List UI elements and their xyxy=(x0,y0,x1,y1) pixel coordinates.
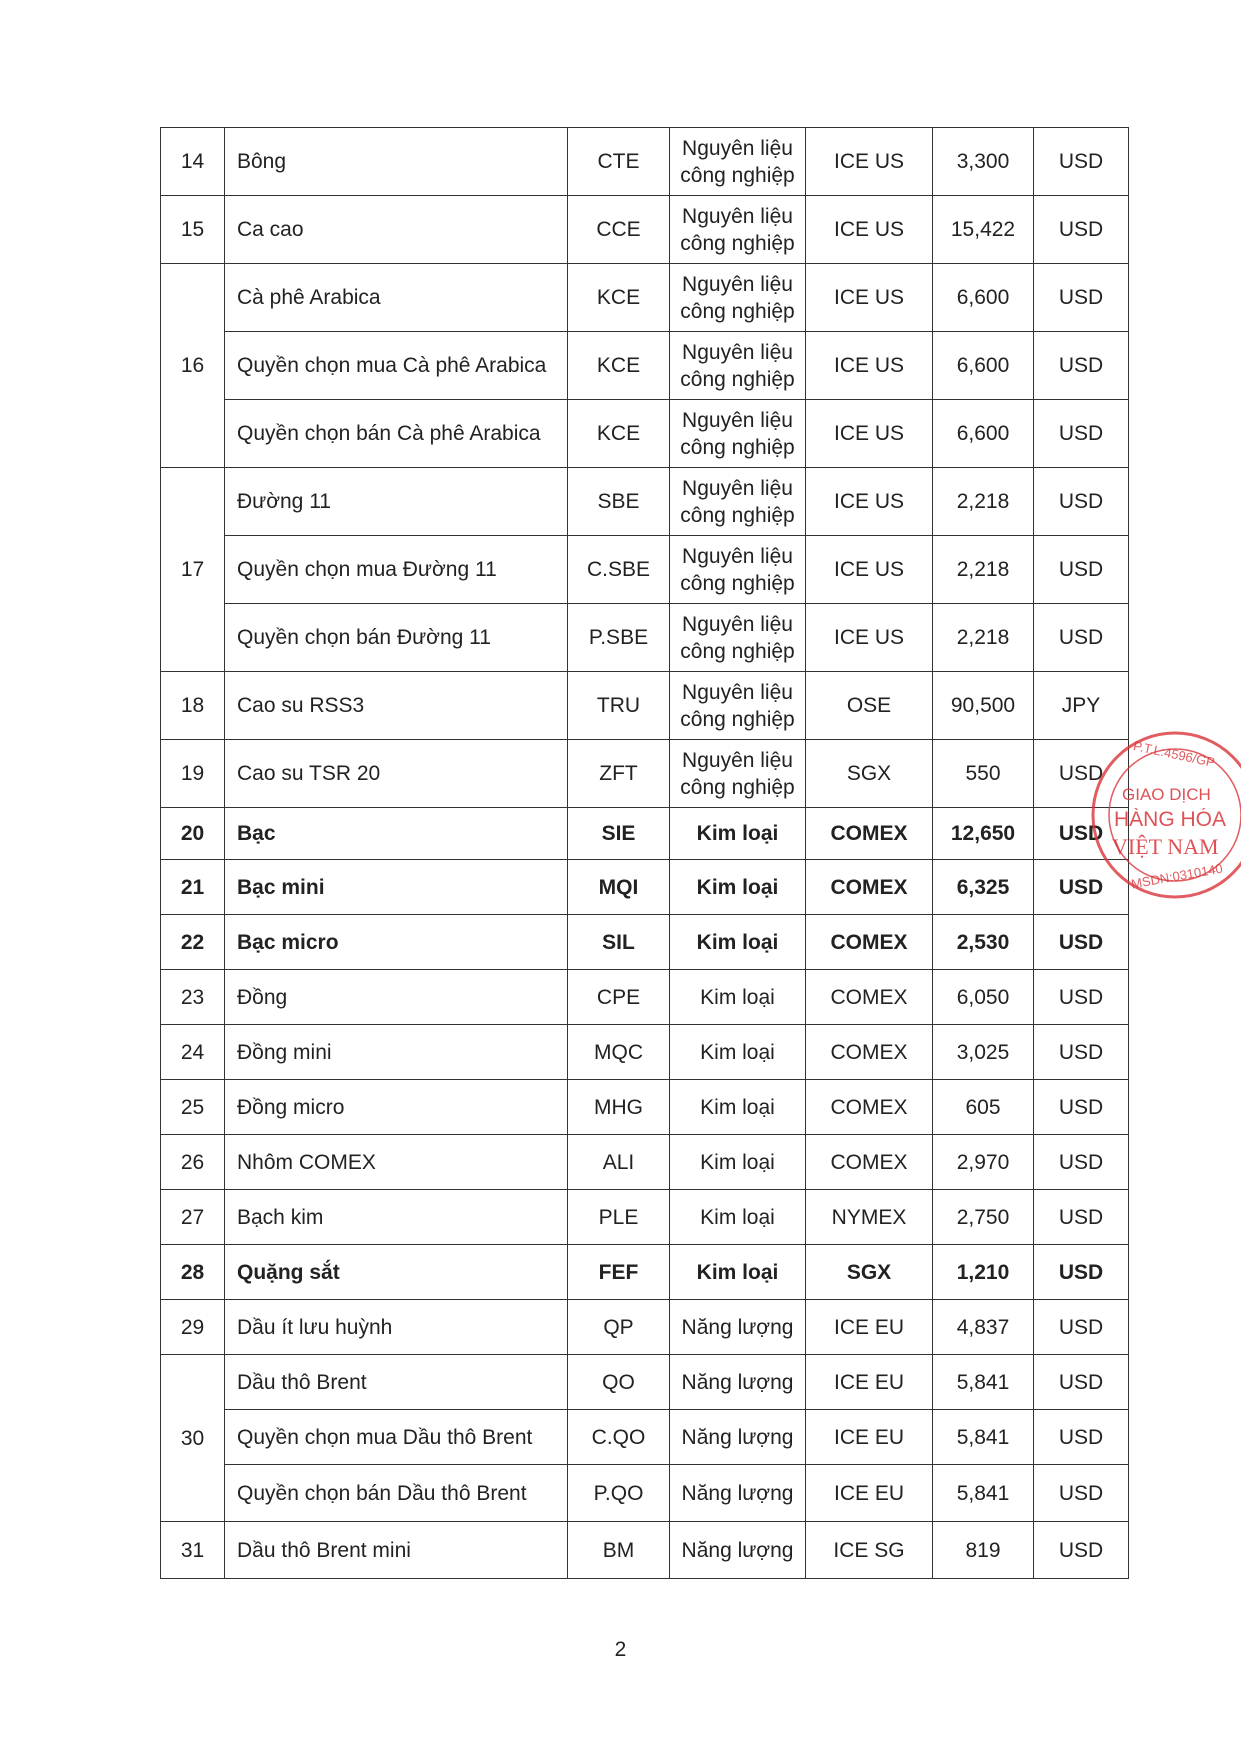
commodity-name-cell: Quyền chọn bán Đường 11 xyxy=(225,604,568,672)
exchange-cell: COMEX xyxy=(806,808,933,860)
currency-cell: USD xyxy=(1034,1135,1129,1190)
currency-cell: USD xyxy=(1034,808,1129,860)
commodity-group-cell xyxy=(670,128,806,196)
exchange-cell: COMEX xyxy=(806,860,933,915)
margin-cell: 6,600 xyxy=(933,264,1034,332)
commodity-group-line: Nguyên liệu xyxy=(682,136,793,160)
exchange-cell: COMEX xyxy=(806,1025,933,1080)
currency-cell: USD xyxy=(1034,400,1129,468)
commodity-name-cell: Dầu thô Brent xyxy=(225,1355,568,1410)
exchange-cell: SGX xyxy=(806,1245,933,1300)
commodity-name-cell: Bạc mini xyxy=(225,860,568,915)
commodity-code-cell: FEF xyxy=(568,1245,670,1300)
commodity-code-cell: BM xyxy=(568,1522,670,1579)
exchange-cell: ICE US xyxy=(806,332,933,400)
commodity-code-cell: MQC xyxy=(568,1025,670,1080)
commodity-group-line: Nguyên liệu xyxy=(682,408,793,432)
commodity-group-line: Năng lượng xyxy=(681,1481,794,1505)
svg-text:HÀNG HÓA: HÀNG HÓA xyxy=(1114,808,1227,831)
currency-cell: USD xyxy=(1034,1522,1129,1579)
row-number-cell: 17 xyxy=(161,468,225,672)
table-row xyxy=(161,1300,1129,1355)
commodity-code-cell: PLE xyxy=(568,1190,670,1245)
commodity-name-cell: Cao su TSR 20 xyxy=(225,740,568,808)
exchange-cell: COMEX xyxy=(806,1135,933,1190)
commodity-group-line: Kim loại xyxy=(696,930,779,954)
commodity-code-cell: P.SBE xyxy=(568,604,670,672)
commodity-name-cell: Bạch kim xyxy=(225,1190,568,1245)
exchange-cell: COMEX xyxy=(806,970,933,1025)
commodity-group-line: công nghiệp xyxy=(680,707,795,731)
commodity-code-cell: SIL xyxy=(568,915,670,970)
table-row xyxy=(161,604,1129,672)
table-row xyxy=(161,1355,1129,1410)
commodity-group-line: Kim loại xyxy=(696,1260,779,1284)
table-row xyxy=(161,1245,1129,1300)
row-number-cell: 26 xyxy=(161,1135,225,1190)
commodity-group-line: Nguyên liệu xyxy=(682,204,793,228)
table-row xyxy=(161,740,1129,808)
commodity-group-line: Năng lượng xyxy=(681,1315,794,1339)
commodity-group-line: công nghiệp xyxy=(680,231,795,255)
row-number-cell: 27 xyxy=(161,1190,225,1245)
margin-cell: 550 xyxy=(933,740,1034,808)
table-row xyxy=(161,1135,1129,1190)
commodity-code-cell: CPE xyxy=(568,970,670,1025)
commodity-name-cell: Ca cao xyxy=(225,196,568,264)
commodity-code-cell: KCE xyxy=(568,400,670,468)
commodity-group-line: công nghiệp xyxy=(680,299,795,323)
currency-cell: USD xyxy=(1034,915,1129,970)
commodity-group-cell xyxy=(670,672,806,740)
table-row xyxy=(161,196,1129,264)
exchange-cell: ICE US xyxy=(806,196,933,264)
row-number-cell: 15 xyxy=(161,196,225,264)
commodity-name-cell: Quyền chọn bán Cà phê Arabica xyxy=(225,400,568,468)
commodity-name-cell: Bông xyxy=(225,128,568,196)
commodity-name-cell: Đồng micro xyxy=(225,1080,568,1135)
commodity-group-cell xyxy=(670,808,806,860)
margin-cell: 819 xyxy=(933,1522,1034,1579)
page-number: 2 xyxy=(614,1638,627,1661)
commodity-group-line: Kim loại xyxy=(700,1150,775,1174)
commodity-name-cell: Dầu ít lưu huỳnh xyxy=(225,1300,568,1355)
currency-cell: USD xyxy=(1034,1355,1129,1410)
table-row xyxy=(161,1465,1129,1522)
table-row xyxy=(161,1080,1129,1135)
commodity-code-cell: C.QO xyxy=(568,1410,670,1465)
margin-cell: 1,210 xyxy=(933,1245,1034,1300)
commodity-group-line: công nghiệp xyxy=(680,639,795,663)
svg-text:VIỆT NAM: VIỆT NAM xyxy=(1112,834,1219,859)
table-row xyxy=(161,1190,1129,1245)
commodity-group-cell xyxy=(670,1190,806,1245)
commodity-group-line: Năng lượng xyxy=(681,1538,794,1562)
commodity-name-cell: Quặng sắt xyxy=(225,1245,568,1300)
currency-cell: USD xyxy=(1034,468,1129,536)
margin-cell: 6,600 xyxy=(933,400,1034,468)
commodity-group-line: công nghiệp xyxy=(680,163,795,187)
currency-cell: USD xyxy=(1034,1080,1129,1135)
margin-cell: 5,841 xyxy=(933,1410,1034,1465)
commodity-group-line: Năng lượng xyxy=(681,1425,794,1449)
currency-cell: USD xyxy=(1034,332,1129,400)
commodity-name-cell: Đồng xyxy=(225,970,568,1025)
commodity-group-line: Kim loại xyxy=(700,1040,775,1064)
margin-cell: 2,218 xyxy=(933,468,1034,536)
commodity-group-cell xyxy=(670,468,806,536)
commodity-group-cell xyxy=(670,1080,806,1135)
margin-cell: 5,841 xyxy=(933,1355,1034,1410)
commodity-name-cell: Bạc xyxy=(225,808,568,860)
table-row xyxy=(161,128,1129,196)
currency-cell: USD xyxy=(1034,1465,1129,1522)
commodity-group-line: Nguyên liệu xyxy=(682,748,793,772)
commodity-name-cell: Nhôm COMEX xyxy=(225,1135,568,1190)
margin-cell: 2,218 xyxy=(933,536,1034,604)
commodity-group-line: công nghiệp xyxy=(680,435,795,459)
commodity-code-cell: ZFT xyxy=(568,740,670,808)
commodity-name-cell: Cà phê Arabica xyxy=(225,264,568,332)
commodity-group-line: Kim loại xyxy=(700,985,775,1009)
commodity-group-cell xyxy=(670,332,806,400)
commodity-group-cell xyxy=(670,1025,806,1080)
commodity-name-cell: Bạc micro xyxy=(225,915,568,970)
commodity-group-line: công nghiệp xyxy=(680,571,795,595)
exchange-cell: ICE EU xyxy=(806,1410,933,1465)
row-number-cell: 31 xyxy=(161,1522,225,1579)
commodity-name-cell: Đường 11 xyxy=(225,468,568,536)
margin-cell: 6,325 xyxy=(933,860,1034,915)
row-number-cell: 23 xyxy=(161,970,225,1025)
commodity-group-cell xyxy=(670,400,806,468)
row-number-cell: 21 xyxy=(161,860,225,915)
exchange-cell: OSE xyxy=(806,672,933,740)
svg-text:GIAO DỊCH: GIAO DỊCH xyxy=(1122,785,1211,804)
table-row xyxy=(161,536,1129,604)
row-number-cell: 30 xyxy=(161,1355,225,1522)
exchange-cell: NYMEX xyxy=(806,1190,933,1245)
exchange-cell: ICE US xyxy=(806,536,933,604)
exchange-cell: ICE SG xyxy=(806,1522,933,1579)
commodity-group-cell xyxy=(670,1300,806,1355)
commodity-group-cell xyxy=(670,740,806,808)
row-number-cell: 25 xyxy=(161,1080,225,1135)
commodity-code-cell: CTE xyxy=(568,128,670,196)
commodity-margin-table xyxy=(160,127,1129,1579)
commodity-name-cell: Quyền chọn bán Dầu thô Brent xyxy=(225,1465,568,1522)
commodity-code-cell: P.QO xyxy=(568,1465,670,1522)
commodity-group-cell xyxy=(670,1355,806,1410)
commodity-code-cell: MHG xyxy=(568,1080,670,1135)
table-row xyxy=(161,915,1129,970)
currency-cell: USD xyxy=(1034,264,1129,332)
commodity-group-cell xyxy=(670,860,806,915)
commodity-name-cell: Cao su RSS3 xyxy=(225,672,568,740)
commodity-name-cell: Dầu thô Brent mini xyxy=(225,1522,568,1579)
row-number-cell: 28 xyxy=(161,1245,225,1300)
commodity-group-cell xyxy=(670,1135,806,1190)
margin-cell: 15,422 xyxy=(933,196,1034,264)
commodity-group-cell xyxy=(670,196,806,264)
commodity-group-line: Kim loại xyxy=(696,822,779,845)
commodity-group-line: Nguyên liệu xyxy=(682,612,793,636)
exchange-cell: COMEX xyxy=(806,1080,933,1135)
table-row xyxy=(161,970,1129,1025)
exchange-cell: ICE EU xyxy=(806,1465,933,1522)
commodity-group-cell xyxy=(670,1465,806,1522)
table-row xyxy=(161,1522,1129,1579)
commodity-group-line: Nguyên liệu xyxy=(682,272,793,296)
commodity-group-cell xyxy=(670,1245,806,1300)
commodity-name-cell: Quyền chọn mua Cà phê Arabica xyxy=(225,332,568,400)
commodity-group-cell xyxy=(670,536,806,604)
commodity-code-cell: KCE xyxy=(568,332,670,400)
commodity-code-cell: KCE xyxy=(568,264,670,332)
currency-cell: JPY xyxy=(1034,672,1129,740)
margin-cell: 6,050 xyxy=(933,970,1034,1025)
currency-cell: USD xyxy=(1034,1025,1129,1080)
commodity-group-line: Nguyên liệu xyxy=(682,476,793,500)
commodity-code-cell: TRU xyxy=(568,672,670,740)
commodity-code-cell: QP xyxy=(568,1300,670,1355)
currency-cell: USD xyxy=(1034,1190,1129,1245)
commodity-code-cell: ALI xyxy=(568,1135,670,1190)
currency-cell: USD xyxy=(1034,196,1129,264)
table-row xyxy=(161,468,1129,536)
commodity-group-line: Kim loại xyxy=(696,875,779,899)
margin-cell: 90,500 xyxy=(933,672,1034,740)
exchange-cell: ICE US xyxy=(806,468,933,536)
svg-text:P.T.L:4596/GP: P.T.L:4596/GP xyxy=(1132,738,1217,770)
commodity-group-line: Nguyên liệu xyxy=(682,544,793,568)
svg-text:MSDN:0310140: MSDN:0310140 xyxy=(1130,860,1224,892)
row-number-cell: 22 xyxy=(161,915,225,970)
exchange-cell: ICE EU xyxy=(806,1300,933,1355)
commodity-group-line: Kim loại xyxy=(700,1205,775,1229)
commodity-code-cell: SBE xyxy=(568,468,670,536)
commodity-group-line: Nguyên liệu xyxy=(682,680,793,704)
row-number-cell: 24 xyxy=(161,1025,225,1080)
margin-cell: 5,841 xyxy=(933,1465,1034,1522)
commodity-name-cell: Quyền chọn mua Đường 11 xyxy=(225,536,568,604)
commodity-code-cell: MQI xyxy=(568,860,670,915)
company-seal-stamp xyxy=(1090,730,1241,900)
commodity-name-cell: Quyền chọn mua Dầu thô Brent xyxy=(225,1410,568,1465)
exchange-cell: ICE US xyxy=(806,264,933,332)
row-number-cell: 29 xyxy=(161,1300,225,1355)
exchange-cell: ICE EU xyxy=(806,1355,933,1410)
margin-cell: 6,600 xyxy=(933,332,1034,400)
margin-cell: 2,970 xyxy=(933,1135,1034,1190)
commodity-group-line: Năng lượng xyxy=(681,1370,794,1394)
currency-cell: USD xyxy=(1034,740,1129,808)
exchange-cell: ICE US xyxy=(806,604,933,672)
commodity-code-cell: SIE xyxy=(568,808,670,860)
commodity-group-line: công nghiệp xyxy=(680,367,795,391)
commodity-group-cell xyxy=(670,970,806,1025)
commodity-group-cell xyxy=(670,915,806,970)
commodity-group-cell xyxy=(670,1410,806,1465)
currency-cell: USD xyxy=(1034,1245,1129,1300)
row-number-cell: 18 xyxy=(161,672,225,740)
row-number-cell: 14 xyxy=(161,128,225,196)
row-number-cell: 20 xyxy=(161,808,225,860)
commodity-group-cell xyxy=(670,1522,806,1579)
commodity-group-line: Nguyên liệu xyxy=(682,340,793,364)
table-row xyxy=(161,332,1129,400)
margin-cell: 12,650 xyxy=(933,808,1034,860)
currency-cell: USD xyxy=(1034,1300,1129,1355)
table-row xyxy=(161,264,1129,332)
row-number-cell: 19 xyxy=(161,740,225,808)
currency-cell: USD xyxy=(1034,604,1129,672)
row-number-cell: 16 xyxy=(161,264,225,468)
currency-cell: USD xyxy=(1034,860,1129,915)
commodity-code-cell: QO xyxy=(568,1355,670,1410)
currency-cell: USD xyxy=(1034,1410,1129,1465)
table-row xyxy=(161,808,1129,860)
margin-cell: 3,025 xyxy=(933,1025,1034,1080)
commodity-group-line: công nghiệp xyxy=(680,503,795,527)
table-row xyxy=(161,1025,1129,1080)
exchange-cell: SGX xyxy=(806,740,933,808)
margin-cell: 2,750 xyxy=(933,1190,1034,1245)
margin-cell: 2,530 xyxy=(933,915,1034,970)
currency-cell: USD xyxy=(1034,536,1129,604)
commodity-group-line: Kim loại xyxy=(700,1095,775,1119)
table-row xyxy=(161,1410,1129,1465)
commodity-group-cell xyxy=(670,604,806,672)
commodity-group-cell xyxy=(670,264,806,332)
currency-cell: USD xyxy=(1034,970,1129,1025)
table-row xyxy=(161,860,1129,915)
commodity-code-cell: CCE xyxy=(568,196,670,264)
exchange-cell: ICE US xyxy=(806,128,933,196)
margin-cell: 4,837 xyxy=(933,1300,1034,1355)
margin-cell: 2,218 xyxy=(933,604,1034,672)
margin-cell: 605 xyxy=(933,1080,1034,1135)
margin-cell: 3,300 xyxy=(933,128,1034,196)
exchange-cell: ICE US xyxy=(806,400,933,468)
commodity-name-cell: Đồng mini xyxy=(225,1025,568,1080)
table-row xyxy=(161,400,1129,468)
exchange-cell: COMEX xyxy=(806,915,933,970)
currency-cell: USD xyxy=(1034,128,1129,196)
commodity-code-cell: C.SBE xyxy=(568,536,670,604)
table-row xyxy=(161,672,1129,740)
commodity-group-line: công nghiệp xyxy=(680,775,795,799)
